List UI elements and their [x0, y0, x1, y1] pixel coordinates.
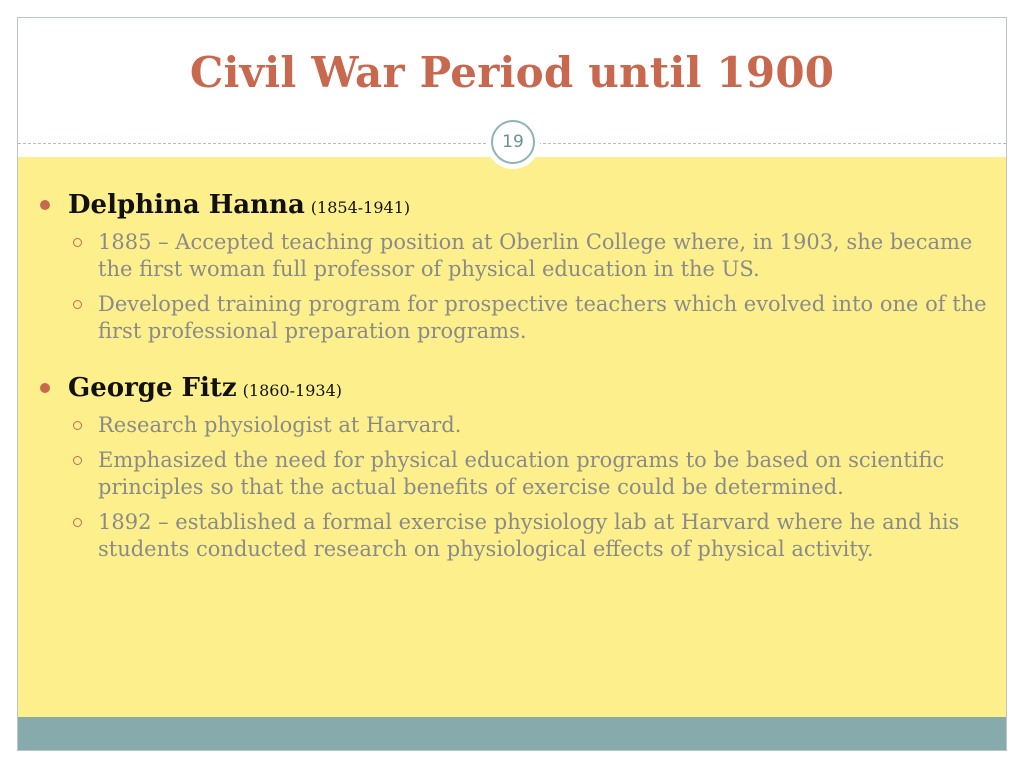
sub-bullet: [38, 412, 988, 439]
page-number: 19: [491, 120, 535, 164]
sub-bullet-list: [38, 412, 988, 563]
bullet-dot-icon: [40, 200, 50, 210]
section-delphina-hanna: [38, 188, 988, 345]
slide: [17, 17, 1007, 751]
page-number-badge: [486, 115, 540, 169]
person-dates: (1860-1934): [242, 381, 342, 400]
sub-bullet-text: 1892 – established a formal exercise physiology lab at Harvard where he and his students conducted research on physiological effects of physical activity.: [98, 510, 960, 561]
section-george-fitz: [38, 371, 988, 563]
bullet-heading: [38, 371, 988, 408]
bullet-heading: [38, 188, 988, 225]
sub-bullet: [38, 447, 988, 501]
ring-bullet-icon: [73, 518, 82, 527]
sub-bullet: [38, 229, 988, 283]
slide-title: Civil War Period until 1900: [189, 48, 835, 97]
ring-bullet-icon: [73, 456, 82, 465]
sub-bullet-text: Research physiologist at Harvard.: [98, 413, 462, 437]
sub-bullet: [38, 509, 988, 563]
footer-band: [18, 717, 1006, 751]
ring-bullet-icon: [73, 300, 82, 309]
slide-content: [38, 188, 988, 589]
sub-bullet-list: [38, 229, 988, 345]
sub-bullet-text: Developed training program for prospective teachers which evolved into one of the first professional preparation programs.: [98, 292, 987, 343]
sub-bullet-text: Emphasized the need for physical education programs to be based on scientific principles so that the actual benefits of exercise could be determined.: [98, 448, 945, 499]
person-dates: (1854-1941): [310, 198, 411, 217]
ring-bullet-icon: [73, 421, 82, 430]
bullet-dot-icon: [40, 383, 50, 393]
sub-bullet: [38, 291, 988, 345]
sub-bullet-text: 1885 – Accepted teaching position at Oberlin College where, in 1903, she became the first woman full professor of physical education in the US.: [98, 230, 973, 281]
ring-bullet-icon: [73, 238, 82, 247]
person-name: George Fitz: [68, 373, 237, 403]
person-name: Delphina Hanna: [68, 190, 305, 220]
